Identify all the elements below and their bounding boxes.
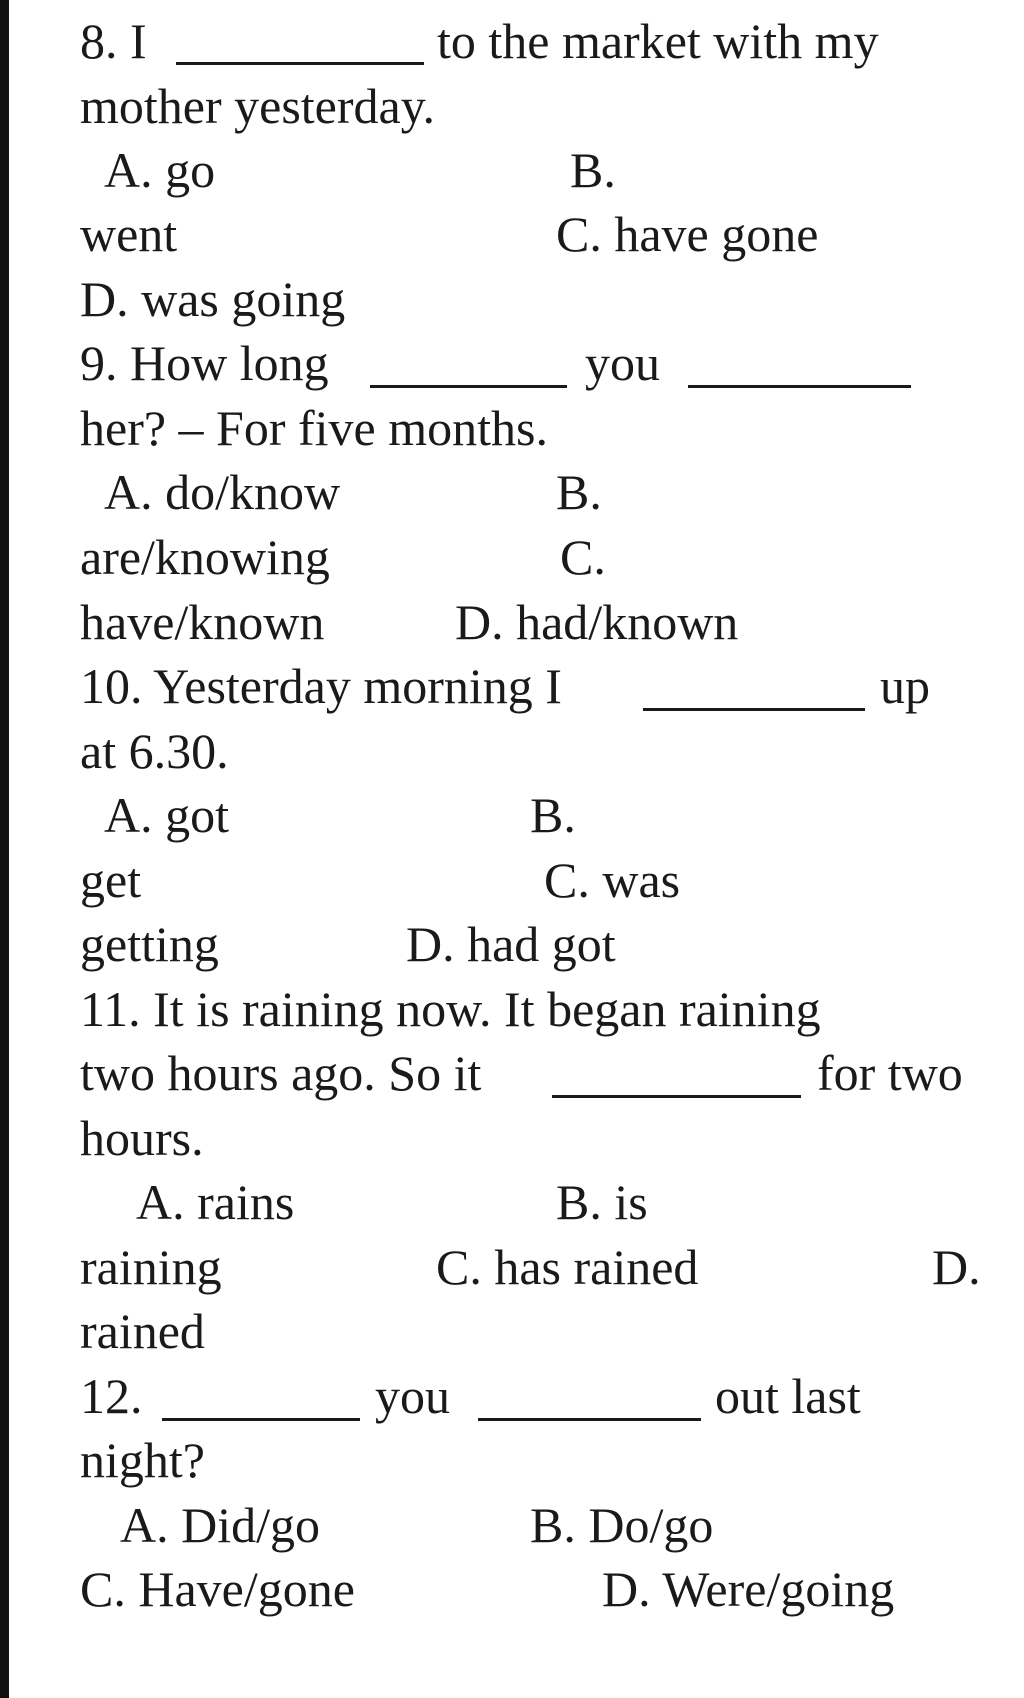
- q11-option-b-part1: B. is: [556, 1174, 648, 1230]
- q9-option-a: A. do/know: [104, 464, 341, 520]
- q12-stem-mid: you: [375, 1368, 450, 1424]
- q9-option-d: D. had/known: [455, 594, 739, 650]
- q10-stem-after: up: [880, 658, 930, 714]
- q11-option-d-letter: D.: [932, 1239, 981, 1295]
- q12-stem-after: out last: [715, 1368, 861, 1424]
- q12-number: 12.: [80, 1368, 143, 1424]
- q8-blank: [176, 62, 424, 65]
- q8-option-a: A. go: [104, 142, 216, 198]
- q12-option-a: A. Did/go: [120, 1497, 320, 1553]
- q8-option-c: C. have gone: [556, 206, 819, 262]
- q11-option-b-part2: raining: [80, 1239, 222, 1295]
- q11-stem-cont: hours.: [80, 1110, 204, 1166]
- q10-option-a: A. got: [104, 787, 229, 843]
- q8-option-d: D. was going: [80, 271, 346, 327]
- q9-blank-2: [688, 385, 911, 388]
- q9-stem-mid: you: [585, 335, 660, 391]
- q10-option-b-letter: B.: [530, 787, 576, 843]
- page-edge-bar: [0, 0, 9, 1698]
- q12-option-d: D. Were/going: [602, 1561, 895, 1617]
- q8-stem-cont: mother yesterday.: [80, 78, 435, 134]
- q9-stem-start: 9. How long: [80, 335, 329, 391]
- q11-stem-after: for two: [817, 1045, 963, 1101]
- q9-blank-1: [370, 385, 567, 388]
- q12-stem-cont: night?: [80, 1432, 205, 1488]
- q8-stem-after: to the market with my: [437, 13, 879, 69]
- q10-stem-cont: at 6.30.: [80, 723, 229, 779]
- q8-number: 8. I: [80, 13, 147, 69]
- q10-stem-start: 10. Yesterday morning I: [80, 658, 562, 714]
- q12-blank-2: [478, 1418, 701, 1421]
- q9-stem-cont: her? – For five months.: [80, 400, 548, 456]
- q9-option-b-text: are/knowing: [80, 529, 330, 585]
- q11-stem-start: two hours ago. So it: [80, 1045, 482, 1101]
- q11-option-d-text: rained: [80, 1303, 205, 1359]
- q10-option-b-text: get: [80, 852, 142, 908]
- q10-option-c-part1: C. was: [544, 852, 681, 908]
- q12-blank-1: [162, 1418, 360, 1421]
- q12-option-c: C. Have/gone: [80, 1561, 355, 1617]
- q8-option-b-letter: B.: [570, 142, 616, 198]
- q9-option-c-letter: C.: [560, 529, 606, 585]
- q10-blank: [643, 708, 865, 711]
- q10-option-c-part2: getting: [80, 916, 219, 972]
- q11-option-a: A. rains: [136, 1174, 295, 1230]
- q9-option-b-letter: B.: [556, 464, 602, 520]
- q10-option-d: D. had got: [406, 916, 616, 972]
- q12-option-b: B. Do/go: [530, 1497, 714, 1553]
- q11-stem-line1: 11. It is raining now. It began raining: [80, 981, 821, 1037]
- q11-option-c: C. has rained: [436, 1239, 699, 1295]
- q11-blank: [552, 1095, 801, 1098]
- q9-option-c-text: have/known: [80, 594, 325, 650]
- q8-option-b-text: went: [80, 206, 178, 262]
